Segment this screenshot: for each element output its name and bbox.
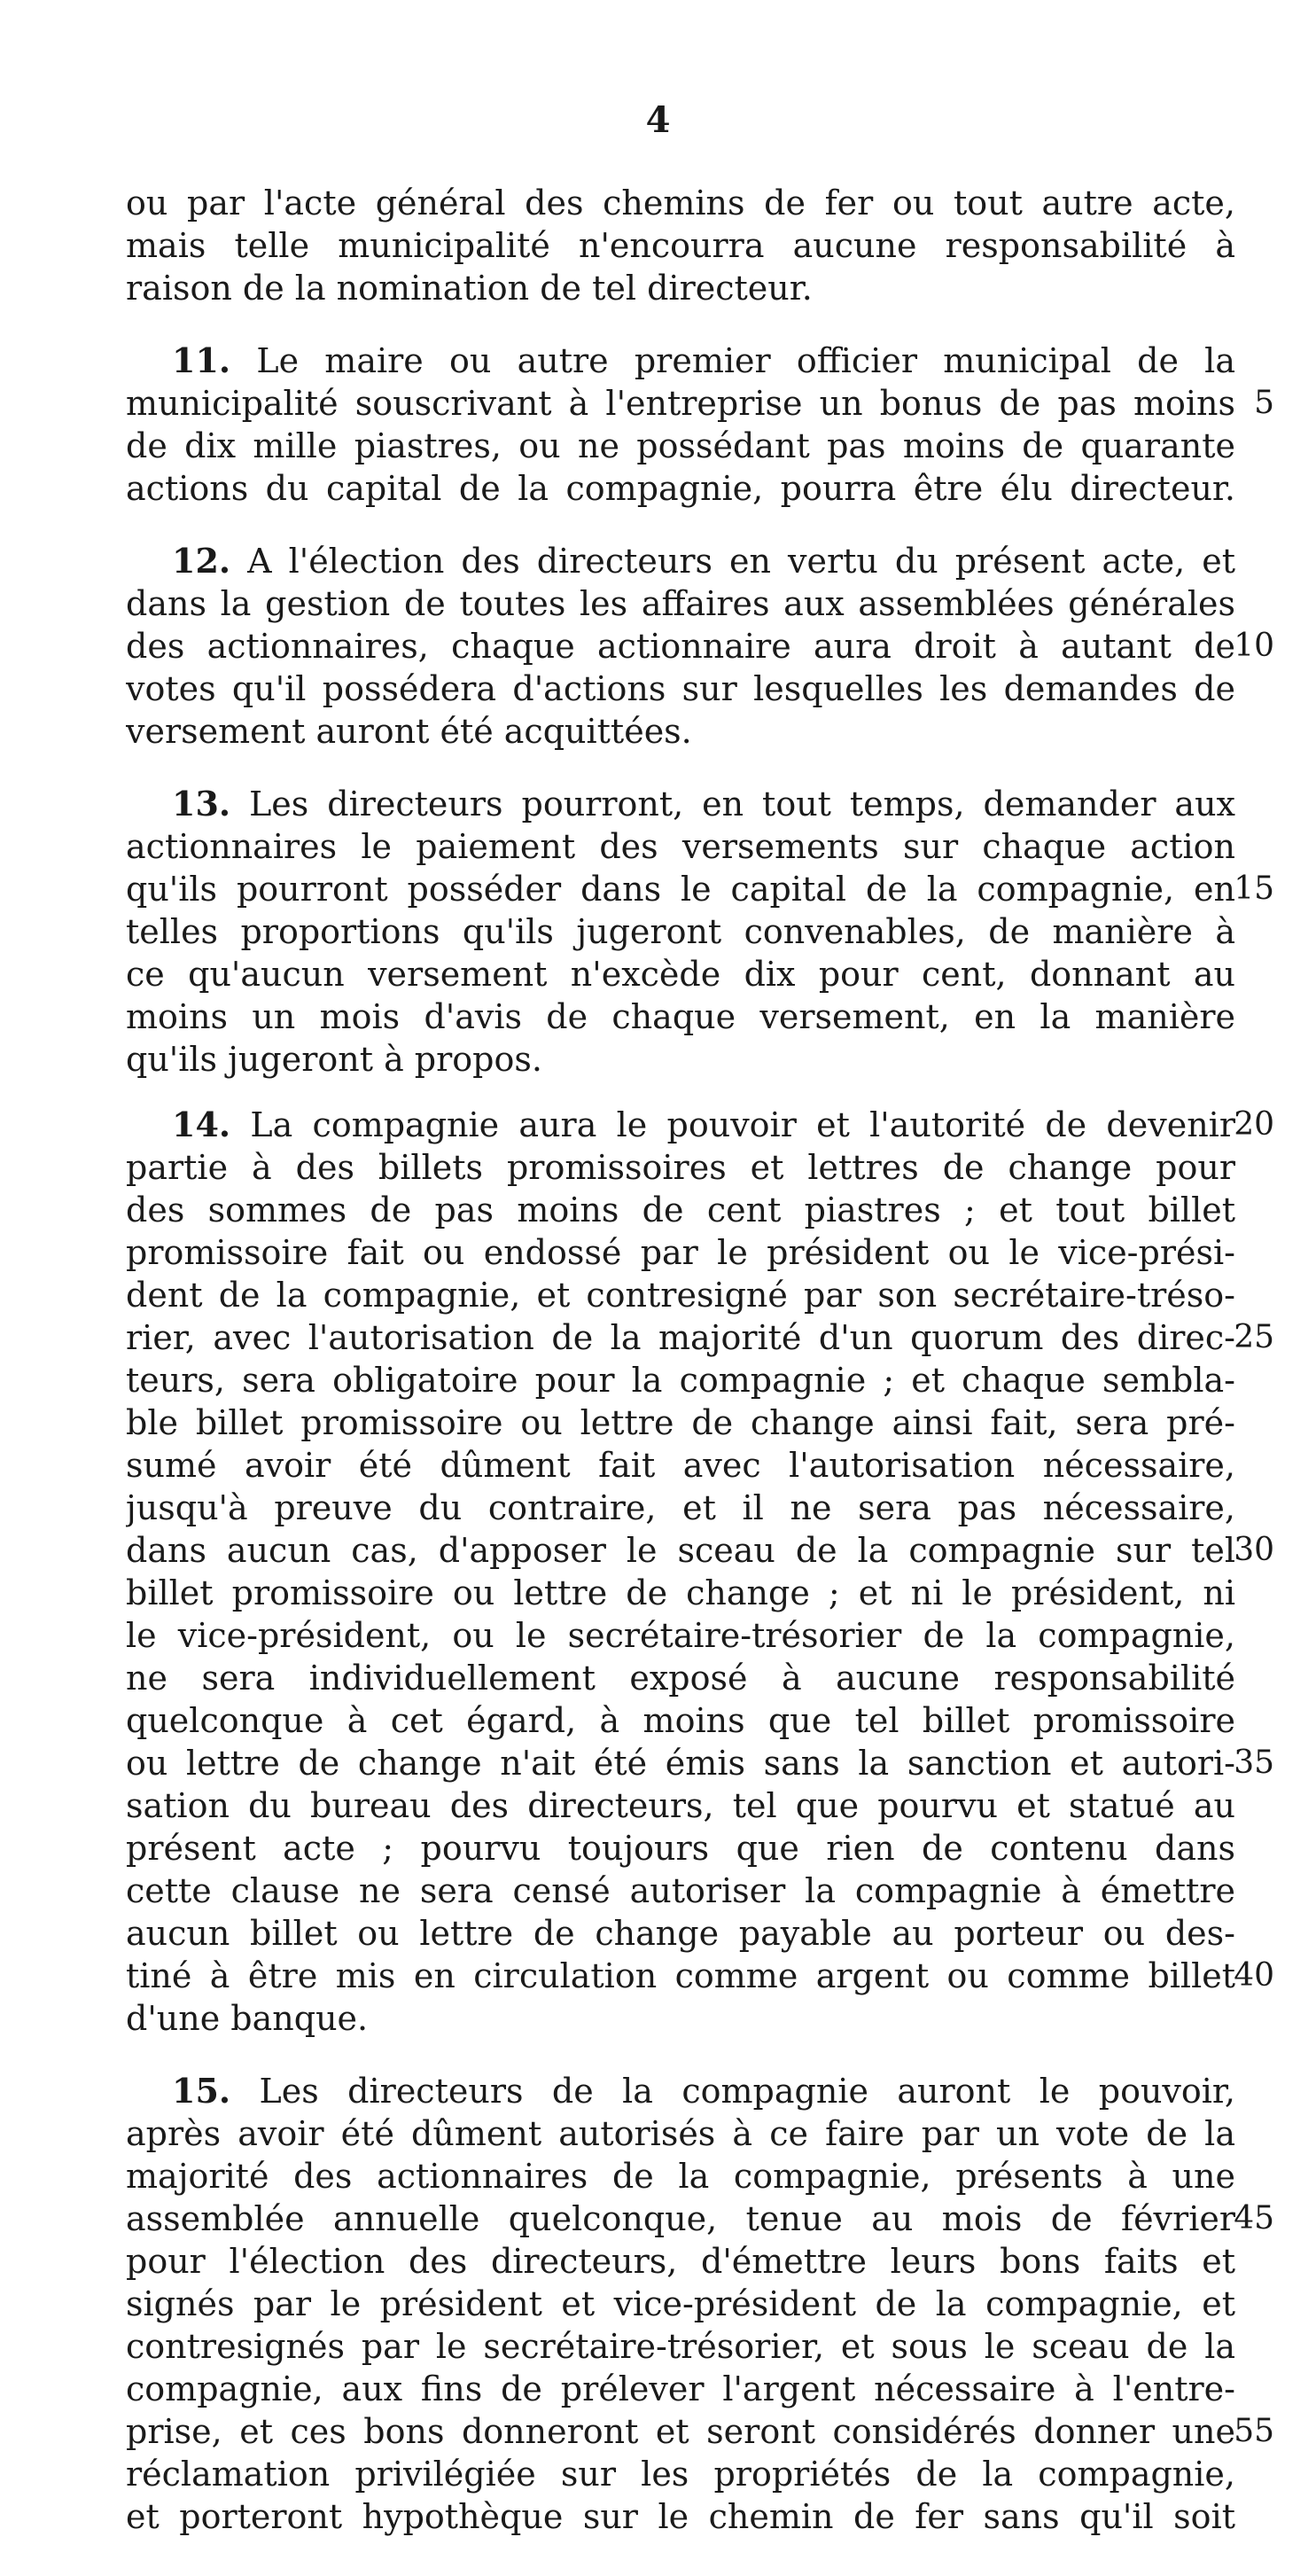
margin-line-number: 35 (1234, 1745, 1274, 1781)
text-line: sation du bureau des directeurs, tel que pourvu et statué au (126, 1786, 1235, 1825)
text-line: ou par l'acte général des chemins de fer ou tout autre acte, (126, 183, 1235, 222)
text-line: ble billet promissoire ou lettre de change ainsi fait, sera pré- (126, 1403, 1235, 1442)
section-14-first-line: 14. La compagnie aura le pouvoir et l'autorité de devenir (172, 1105, 1235, 1144)
text-line: tiné à être mis en circulation comme argent ou comme billet (126, 1956, 1235, 1995)
text-line: jusqu'à preuve du contraire, et il ne sera pas nécessaire, (126, 1488, 1235, 1527)
text-line: actionnaires le paiement des versements sur chaque action (126, 827, 1235, 866)
text-line: raison de la nomination de tel directeur. (126, 269, 813, 308)
text-line: pour l'élection des directeurs, d'émettre leurs bons faits et (126, 2242, 1235, 2281)
text-line: qu'ils jugeront à propos. (126, 1040, 542, 1079)
text-line: d'une banque. (126, 1999, 369, 2038)
margin-line-number: 30 (1234, 1532, 1274, 1568)
margin-line-number: 40 (1234, 1957, 1274, 1994)
margin-line-number: 45 (1234, 2200, 1274, 2236)
text-line: assemblée annuelle quelconque, tenue au mois de février (126, 2199, 1235, 2238)
section-number: 14. (172, 1105, 231, 1144)
text-line: quelconque à cet égard, à moins que tel billet promissoire (126, 1701, 1235, 1740)
text-line: ce qu'aucun versement n'excède dix pour cent, donnant au (126, 955, 1235, 994)
page-number: 4 (645, 99, 671, 141)
text-line: le vice-président, ou le secrétaire-trésorier de la compagnie, (126, 1616, 1235, 1655)
text-line: teurs, sera obligatoire pour la compagnie ; et chaque sembla- (126, 1361, 1235, 1400)
text-line: qu'ils pourront posséder dans le capital de la compagnie, en (126, 870, 1235, 909)
section-number: 11. (172, 340, 231, 380)
text-line: telles proportions qu'ils jugeront convenables, de manière à (126, 912, 1235, 951)
text-line: majorité des actionnaires de la compagnie, présents à une (126, 2157, 1235, 2196)
text-line: présent acte ; pourvu toujours que rien de contenu dans (126, 1829, 1235, 1868)
margin-line-number: 15 (1234, 870, 1274, 907)
text-line: signés par le président et vice-président de la compagnie, et (126, 2284, 1235, 2323)
text-line: compagnie, aux fins de prélever l'argent nécessaire à l'entre- (126, 2369, 1235, 2408)
text-line: contresignés par le secrétaire-trésorier, et sous le sceau de la (126, 2327, 1235, 2366)
section-15-first-line: 15. Les directeurs de la compagnie auront le pouvoir, (172, 2071, 1235, 2111)
text-line: et porteront hypothèque sur le chemin de fer sans qu'il soit (126, 2497, 1235, 2536)
margin-line-number: 5 (1254, 385, 1274, 421)
section-number: 12. (172, 541, 231, 581)
text-line: moins un mois d'avis de chaque versement, en la manière (126, 997, 1235, 1036)
text-line: de dix mille piastres, ou ne possédant pas moins de quarante (126, 426, 1235, 465)
text-line: après avoir été dûment autorisés à ce faire par un vote de la (126, 2114, 1235, 2153)
text-line: des actionnaires, chaque actionnaire aura droit à autant de (126, 627, 1235, 666)
text-line: ne sera individuellement exposé à aucune responsabilité (126, 1659, 1235, 1698)
section-13-first-line: 13. Les directeurs pourront, en tout temps, demander aux (172, 784, 1235, 824)
text-line: mais telle municipalité n'encourra aucune responsabilité à (126, 226, 1235, 265)
text-line: aucun billet ou lettre de change payable au porteur ou des- (126, 1914, 1235, 1953)
margin-line-number: 25 (1234, 1319, 1274, 1355)
text-line: billet promissoire ou lettre de change ; et ni le président, ni (126, 1573, 1235, 1612)
section-11-first-line: 11. Le maire ou autre premier officier municipal de la (172, 340, 1235, 380)
text-line: dent de la compagnie, et contresigné par son secrétaire-tréso- (126, 1276, 1235, 1315)
section-12-first-line: 12. A l'élection des directeurs en vertu du présent acte, et (172, 541, 1235, 581)
margin-line-number: 10 (1234, 628, 1274, 664)
text-line: actions du capital de la compagnie, pourra être élu directeur. (126, 469, 1235, 508)
text-line: votes qu'il possédera d'actions sur lesquelles les demandes de (126, 669, 1235, 708)
text-line: municipalité souscrivant à l'entreprise un bonus de pas moins (126, 384, 1235, 423)
text-line: partie à des billets promissoires et lettres de change pour (126, 1148, 1235, 1187)
text-line: des sommes de pas moins de cent piastres ; et tout billet (126, 1190, 1235, 1229)
text-line: versement auront été acquittées. (126, 712, 692, 751)
section-number: 13. (172, 784, 231, 824)
text-line: sumé avoir été dûment fait avec l'autorisation nécessaire, (126, 1446, 1235, 1485)
margin-line-number: 20 (1234, 1106, 1274, 1143)
text-line: prise, et ces bons donneront et seront considérés donner une (126, 2412, 1235, 2451)
text-line: rier, avec l'autorisation de la majorité d'un quorum des direc- (126, 1318, 1235, 1357)
margin-line-number: 55 (1234, 2413, 1274, 2449)
text-line: réclamation privilégiée sur les propriétés de la compagnie, (126, 2455, 1235, 2494)
text-line: cette clause ne sera censé autoriser la compagnie à émettre (126, 1871, 1235, 1910)
section-number: 15. (172, 2071, 231, 2111)
text-line: ou lettre de change n'ait été émis sans la sanction et autori- (126, 1744, 1235, 1783)
text-line: promissoire fait ou endossé par le président ou le vice-prési- (126, 1233, 1235, 1272)
text-line: dans la gestion de toutes les affaires aux assemblées générales (126, 584, 1235, 623)
text-line: dans aucun cas, d'apposer le sceau de la compagnie sur tel (126, 1531, 1235, 1570)
